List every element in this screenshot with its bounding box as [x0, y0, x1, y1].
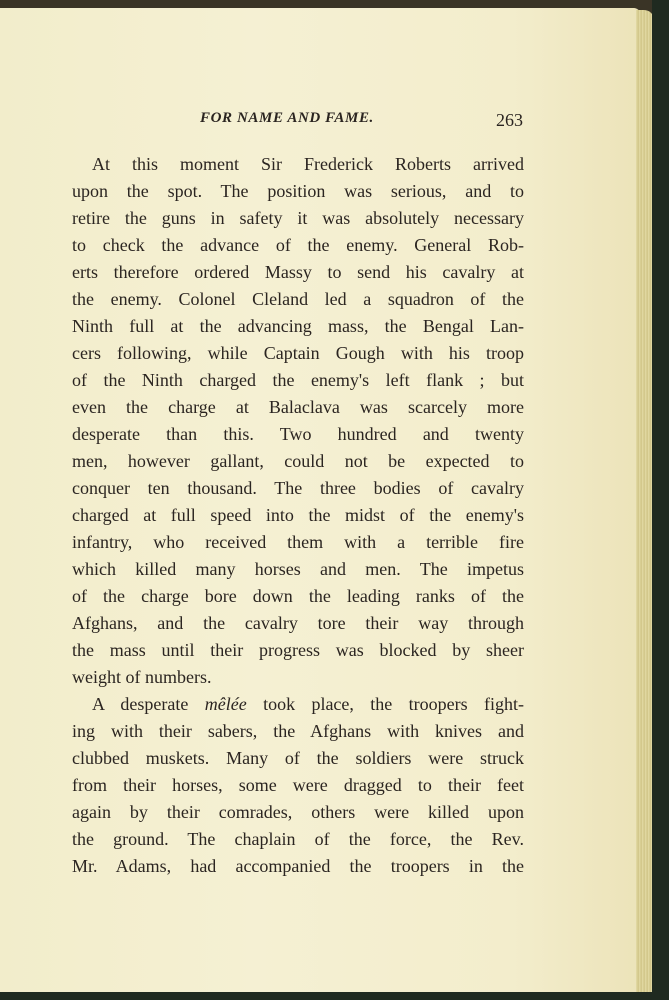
- text-run: took place, the troopers fight-: [246, 694, 524, 714]
- text-line: At this moment Sir Frederick Roberts arrived: [92, 154, 524, 174]
- book-cover-bottom: [0, 992, 669, 1000]
- text-line: cers following, while Captain Gough with his troop: [72, 343, 524, 363]
- page-number: 263: [496, 110, 523, 130]
- text-line: upon the spot. The position was serious, and to: [72, 181, 524, 201]
- text-line: the ground. The chaplain of the force, the Rev.: [72, 829, 524, 849]
- text-line: ing with their sabers, the Afghans with knives and: [72, 721, 524, 741]
- text-line: erts therefore ordered Massy to send his cavalry at: [72, 262, 524, 282]
- text-line: again by their comrades, others were killed upon: [72, 802, 524, 822]
- text-line: Mr. Adams, had accompanied the troopers in the: [72, 856, 524, 876]
- text-line: the mass until their progress was blocked by sheer: [72, 640, 524, 660]
- running-head: [0, 108, 640, 134]
- text-line: [72, 691, 524, 718]
- italic-term: mêlée: [204, 694, 247, 714]
- text-line: even the charge at Balaclava was scarcely more: [72, 397, 524, 417]
- text-line: desperate than this. Two hundred and twenty: [72, 424, 524, 444]
- text-line: from their horses, some were dragged to their feet: [72, 775, 524, 795]
- text-line: weight of numbers.: [72, 667, 212, 687]
- text-line: to check the advance of the enemy. General Rob-: [72, 235, 524, 255]
- text-line: Afghans, and the cavalry tore their way through: [72, 613, 524, 633]
- text-line: of the charge bore down the leading ranks of the: [72, 586, 524, 606]
- text-line: retire the guns in safety it was absolutely necessary: [72, 208, 524, 228]
- text-line: infantry, who received them with a terrible fire: [72, 532, 524, 552]
- book-cover-edge: [652, 0, 669, 1000]
- body-text: [72, 151, 524, 880]
- text-line: men, however gallant, could not be expected to: [72, 451, 524, 471]
- text-line: Ninth full at the advancing mass, the Bengal Lan-: [72, 316, 524, 336]
- text-line: conquer ten thousand. The three bodies of cavalry: [72, 478, 524, 498]
- text-line: the enemy. Colonel Cleland led a squadron of the: [72, 289, 524, 309]
- paragraph-2: [72, 691, 524, 880]
- paragraph-1: [72, 151, 524, 691]
- text-line: which killed many horses and men. The impetus: [72, 559, 524, 579]
- text-line: of the Ninth charged the enemy's left flank ; but: [72, 370, 524, 390]
- running-title: FOR NAME AND FAME.: [200, 110, 374, 126]
- text-line: clubbed muskets. Many of the soldiers were struck: [72, 748, 524, 768]
- text-line: charged at full speed into the midst of the enemy's: [72, 505, 524, 525]
- text-run: A desperate: [92, 694, 205, 714]
